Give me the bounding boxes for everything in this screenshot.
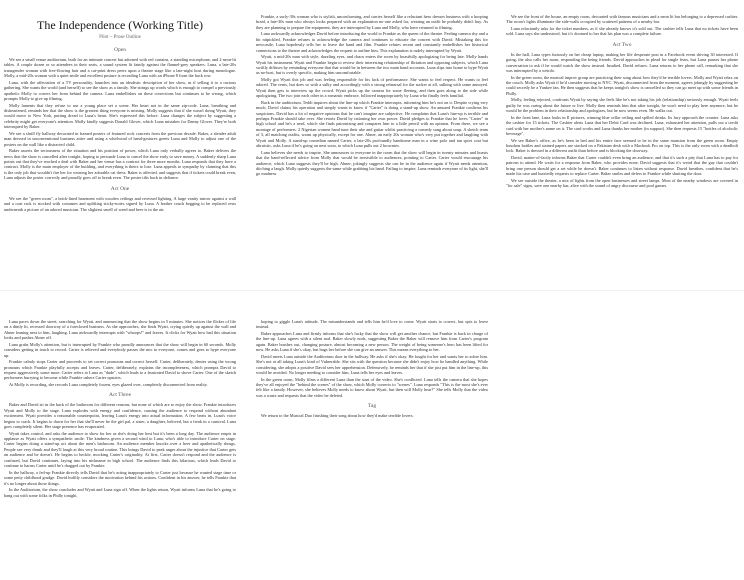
page-2-column-2 — [256, 319, 488, 420]
paragraph: We see outside the theater, a mix of lights from the open businesses and street lamps. Most of the nearby windows are covered in "for sale" signs, save one nearby bar, alive with the sound of angry discourse and pool games. — [506, 177, 738, 189]
paragraph: Back in the auditorium, Teddi inquires about the line-up which Frankie interrupts, informing him he's not on it. Despite crying very much, David claims his operation and simply wants to know if "Carter" is doing a stand-up show. An amused Frankie confirms his suspicions. David has a lot of negative opinions that he can't imagine are subjective. He complains that Luna's line-up is terrible and perhaps Frankie should take over. She retorts David by rationing her own power. David pledges to Frankie that he loves "Carter" in high school and he's a nerd, which she finds patronizing and compares him to a little pencil with an opinion. From there, we see a montage of performers. 2 Nigerian women hand tune their uke and guitar whilst practicing a comedy song about soup. A sketch team of 3, all matching outfits, warm up physically, except for one. Abner, an early 20s woman who's very put together and laughing with Wyatt and Molly. A stand-up comedian named Carter, a late-20s profoundly handsome man in a wine polo and tan sport coat but altruistic, asks Luna if he's going on next soon, to which Luna pulls out 2 brownies. — [256, 99, 488, 149]
heading-act-one: Act One — [110, 185, 130, 192]
paragraph: We see Baker's office, as he's been in bed and his entire face seemed to be in the same mansion from the green room. Empty bourbon bottles and stained papers are stacked on a Pakistan desk with a Macbook Pro on top. This is the only room with a deadbolt lock. Baker is dressed in a different outfit than before and is blocking the doorway. — [506, 137, 738, 154]
document-title: The Independence (Working Title) — [37, 18, 203, 32]
paragraph: Frankie calmly stops Carter and proceeds to set correct pronouns and correct herself. Carter, deliberately, denies using the wrong pronouns which Frankie playfully accepts and leaves. Carter, deliberately, explains the incompleteness, which prompts David to request aggressively some more. Carter refers to Luna as "dude", which leads to a frustrated David to shove Carter. One of the sketch performers hurrying to become while Frankie ushers Carter upstairs. — [4, 359, 236, 381]
paragraph: Molly, feeling rejected, confronts Wyatt by saying she feels like he's not taking his job (relationship) seriously enough. Wyatt feels guilty he was caring about the future or live. Molly then reminds him that after tonight, he won't need to play here anymore, but he would be the problem in their relationship and apologizes, but he now seems even. He walks out. — [506, 97, 738, 114]
paragraph: Wyatt takes control, and asks the audience to show for her as she's doing her best but it's been a long day. The audience erupts in applause as Wyatt offers a sympathetic smile. The kindness given a second wind to Luna, who's able to introduce Carter on stage. Carter begins doing a stand-up act about the men's bathroom. An audience member knocks over a beer and apathetically shrugs. People see very drunk and they'll laugh at this very broad routine. This brings David to peak anger about the injustice that Carter gets an audience and he doesn't. He begins to heckle, mocking Carter's originality. At first, Carter doesn't respond and the audience is confused, but David continues, laying into his nickname in high school. The audience finds this hilarious, which leads David to continue to harass Carter until he's dragged out by Frankie. — [4, 430, 236, 469]
paragraph: In the hallway, a fed-up Frankie directly tells David that he's acting inappropriately to Carter just because he wanted stage time or some petty childhood grudge. David huffily considers the motivation behind his actions. Confident in his answer, he tells Frankie that it's no longer about those things. — [4, 469, 236, 486]
paragraph: David meets Luna outside the Auditorium door in the hallway. He asks if she's okay. He fought for her and wants her to adore him. She's not at all taking Luna's kind of Vulnerable. She sits with the question because she didn't enjoy how he handled anything. While considering, she adopts a positive David sees her apprehension. Defensively, he reminds her that if she just put him in the line-up, this would be avoided. No longer needing to consider him, Luna tells her eyes and leaves. — [256, 353, 488, 376]
heading-act-two: Act Two — [612, 41, 632, 48]
paragraph: In the hall, Luna types furiously on her cheap laptop, making her life desperate post in a Facebook event driving 30 interested. If going, the also calls her mom, responding the being friends. David approaches in plead for single fears, but Luna pauses her phone conversation to ask if he would watch the show instead. Insulted, David refuses. Luna returns to her phone call, remarking that she was interrupted by a weirdo. — [506, 51, 738, 74]
page-1-column-3 — [506, 14, 738, 190]
paragraph: Luna grabs Molly's attention, but is interrupted by Frankie who proudly announces that the show will begin in 60 seconds. Molly considers getting in touch to record. Carter is relieved and everybody passes the mic to everyone, comes and goes to hype everyone up. — [4, 341, 236, 358]
paragraph: We return to the Musical Duo finishing their song about how they'd make terrible lovers. — [261, 413, 414, 419]
paragraph: Molly laments that they refuse to use a young place set a scene. Her heart not in the same zip-code. Luna, breathing and disheartened, reminds her that the show is the greatest thing everyone is missing. Molly suggests that if she wasn't doing Wyatt, they would move to New York, putting dread to Luna's heart. She's expressed this before. Luna changes the subject by suggesting a celebrity might get everyone's attention. Molly kindly suggests Donald Glover, which Luna mistakes for Danny Glover. They're both interrupted by Baker. — [4, 102, 236, 130]
paragraph: We see the front of the house, an empty room, decorated with famous musicians and a neon lit bar belonging to a depressed cashier. The room's lights illuminate the side-walls occupied by scattered patterns of a nearby bar. — [506, 14, 738, 25]
paragraph: Molly got Wyatt this job and was feeling responsible for his lack of performance. She wants to feel respect. He wants to feel adored. The vents, but does so with a sulky and accordingly with a strong rehearsal for the sucker at all, sulking with some annoyed. Wyatt then gets to interview up the crowd. Wyatt picks up the camera for some fleeting, and then goes along to the side while apologizing. The two join each other in a romantic embrace, followed inappropriately by Luna who finally feels familial. — [256, 77, 488, 99]
paragraph: Baker asserts the seriousness of the situation and his position of power, which Luna only verbally agrees to. Baker delivers the news that the show is cancelled after tonight, hoping to persuade Luna to cancel the show early to save money. A suddenly sharp Luna points out that they've reached a deal with Baker and her venue has a contract for three more months. Luna responds that they have a contract. Molly is the main employer of the building, and everything is theirs to lose. Luna appeals to sympathy by claiming that this is the only job that wouldn't fire her for wearing her adorable cat dress. Baker is affected, and suggests that if tickets could break even, Luna adjusts the poster correctly and proudly goes off to break even. The poster tilts back in defiance. — [4, 148, 236, 181]
paragraph: Luna paces down the street, searching for Wyatt, and announcing that the show begins in 5 minutes. She notices the flicker of life on a dimly lit, recessed doorway of a foreclosed business. As she approaches, she finds Wyatt, crying quietly up against the wall and Abner leaning next to him, laughing. Luna awkwardly interrupts with "whoops!" and leaves. It clicks for Wyatt how bad this situation looks and pushes Abner off. — [4, 319, 236, 341]
page-1-column-1 — [4, 14, 236, 213]
paragraph: We see the "green room", a brick-lined basement with wooden ceilings and recessed lighting. A large vanity mirror against a wall and a coat rack is stocked with costumes and uplifting sticky-notes signed by Luna. A leather couch begging to be replaced rests underneath a picture of an adored musician. The slightest smell of weed and beer is in the air. — [4, 195, 236, 212]
heading-open: Open — [114, 47, 126, 53]
paragraph: Frankie, a surly-30s woman who is stylish, unconforming, and carries herself like a reluctant hero dresses business with a hooping braid, a late-30s man who always looks prepared with an explanation no-one asked for, wearing an outfit he probably didn't buy. As they are planning to prepare the equipment, they are interrupted by Luna and Molly, who have returned to filming. — [256, 14, 488, 30]
paragraph: David, matter-of-factly informs Baker that Carter couldn't even bring an audience, and that it's such a pity that Luna has to pay for patrons to attend. He waits for a response from Baker, who provides none. David suggests that it's weird that the guy that couldn't bring one person should get a set while he doesn't. Baker continues to listen without response. David breathes, confident that he's made his case and hurriedly requests to replace Carter. Baker smiles and defers to Frankie while shutting the door. — [506, 155, 738, 177]
heading-tag: Tag — [367, 403, 377, 410]
paragraph: In the front lane, Luna looks in Il pictures, winning blue cellar ceiling and spilled drinks. Its fury approach the counter. Luna asks the cashier for 15 tickets. The Cashier alerts Luna that her Debit Card was declined. Luna, exhausted her attention, pulls out a credit card with her mother's name on it. The card works and Luna thanks her mother (in support). She then requests 15 "bottles of alcoholic beverage". — [506, 114, 738, 137]
paragraph: At Molly is recording, she records Luna completely frozen, eyes glazed over, completely disconnected from reality. — [9, 382, 208, 388]
paragraph: Luna reluctantly asks for the ticket numbers, as if she already knows it's sold out. The cashier tells Luna that no tickets have been sold. Luna says she understood, but it's doomed to her that his plan was a complete failure. — [506, 26, 738, 37]
paragraph: We see a shrill fly hallway decorated in framed posters of featured rock concerts from the previous decade. Baker, a slender adult man dressed in unconventional business attire and using a whirlwind of hand-gestures greets Luna and Molly to adjust one of the posters on the wall like a distracted child. — [4, 130, 236, 147]
paragraph: Luna believes she needs to inspire. She announces to everyone in the room that the show will begin in twenty minutes and boasts that the band-reflected advice from Molly that would be irresistible to audiences, pointing to Carter. Carter would encourage his audience, which Luna suggests they'll be high. Abner, jokingly suggests she can be in the audience again if Wyatt needs attention, ditching a laugh. Molly quietly suggests the same while grabbing his hand. Failing to inspire, Luna reminds everyone of its light, she'll go madness. — [256, 149, 488, 177]
paragraph: hoping to giggle Luna's attitude. The misunderstands and tells him he'd love to come. Wyatt starts to correct, but opts to leave instead. — [256, 319, 488, 330]
paragraph: Luna awkwardly acknowledges David before introducing the world to Frankie as the queen of the theatre. Feeling camera shy and a bit nitpickled, Frankie refuses to acknowledge the camera and continues to educate the concert with David. Mistaking this for newcastle, Luna hopelessly tells her to leave the band and film. Frankie refutes recent and constantly embellishes her historical connections to the theatre and acknowledges the request to outline him. This explanation is rudely interrupted by Wyatt. — [256, 31, 488, 53]
page-2 — [0, 291, 744, 580]
paragraph: In the green room, Molly films a different Luna than the start of the video. She's conflicted. Luna tells the camera that she hopes they've all enjoyed the "behind the scenes" of the show, which Molly corrects to "scenes". Luna responds "This is the most she's ever felt like a family. However, she believes Molly needs to know about Wyatt, but then will Molly hear?" She tells Molly that the video was a waste and requests that the video be deleted. — [256, 376, 488, 398]
paragraph: In the green room, the musical improv group are practicing their song about how they'd be terrible lovers. Molly and Wyatt relax on the couch. Molly asks Wyatt if he'd consider moving to NYC. Wyatt, disconnected from the moment, agrees jokingly by suggesting he could secretly be a Yankee fan. He then suggests that he keeps tonight's show is cancelled so they can go meet up with some friends in Philly. — [506, 74, 738, 96]
paragraph: Baker and David sit in the back of the bathroom for different reasons, but none of which are to enjoy the show. Frankie introduces Wyatt and Molly to the stage. Luna explodes with energy and confidence, causing the audience to respond without abundant excitement. Wyatt provides a reasonable counterpoint, leaving Luna's energy into actual information. A few beats in, Luna's voice begins to crack. It begins to dawn for her that she'll never be the girl pal, a sister, a daughter, beloved, but a freak in a carnival. Luna goes completely silent. Her stage presence has evaporated. — [4, 402, 236, 430]
paragraph: In the Auditorium, the show concludes and Wyatt and Luna sign off. When the lights return, Wyatt informs Luna that he's going to hang out with some folks in Philly tonight, — [4, 487, 236, 498]
paragraph: Baker approaches Luna and firmly informs that she's lucky that the show will get another chance, but Frankie is back in charge of the line-up. Luna agrees with a silent nod. Baker slowly nods, suggesting Baker the Baker will remove him from Carter's program again. Baker brushes out, changing posture, almost becoming a new person. The weight of being someone's hero has been lifted for now. He asks Luna if she's okay, but hugs her before she can give an answer. This means everything to her. — [256, 331, 488, 353]
page-1-column-2 — [256, 14, 488, 178]
paragraph: We see a small venue auditorium, built for an intimate concert but adorned with red curtains, a standing microphone, and 2 neon-lit tables. A couple dozen or so attendees in their seats, a sound system lit faintly against the flannel-grey speakers. Luna, a late-20s transgender woman with free-flowing hair and a cat-print dress peers upon a theatre stage like a late-night host during monologue. Molly, a mid-20s woman with a quiet smile and excellent posture is recording Luna with an iPhone 8 from the back row. — [4, 57, 236, 79]
paragraph: Wyatt, a mid-20s man with style, dazzling eyes, and chaos enters the room by boastfully apologizing for being late. Molly hands Wyatt his instrument. Wyatt and Frankie begin to review their interesting relationship of flirtation and opposing subjects, which Luna swiftly diffuses by reminding everyone that that would be in between the two main band accounts. Luna slips into home to hype Wyatt as no-host, but is overly specific, making him uncomfortable. — [256, 54, 488, 76]
heading-act-three: Act Three — [108, 392, 132, 399]
page-2-column-1 — [4, 319, 236, 499]
document-subtitle: Pilot – Prose Outline — [99, 35, 141, 40]
paragraph: Luna, with the affectation of a TV personality, launches into an idealistic description of her show, as if selling it to a curious gathering. She wants the world (and herself) to see the show as a family. She strings up words which is enough to compel a previously apathetic Molly to correct her from behind the camera. Luna embellishes on these corrections but continues to be wrong, which prompts Molly to give up filming. — [4, 79, 236, 102]
